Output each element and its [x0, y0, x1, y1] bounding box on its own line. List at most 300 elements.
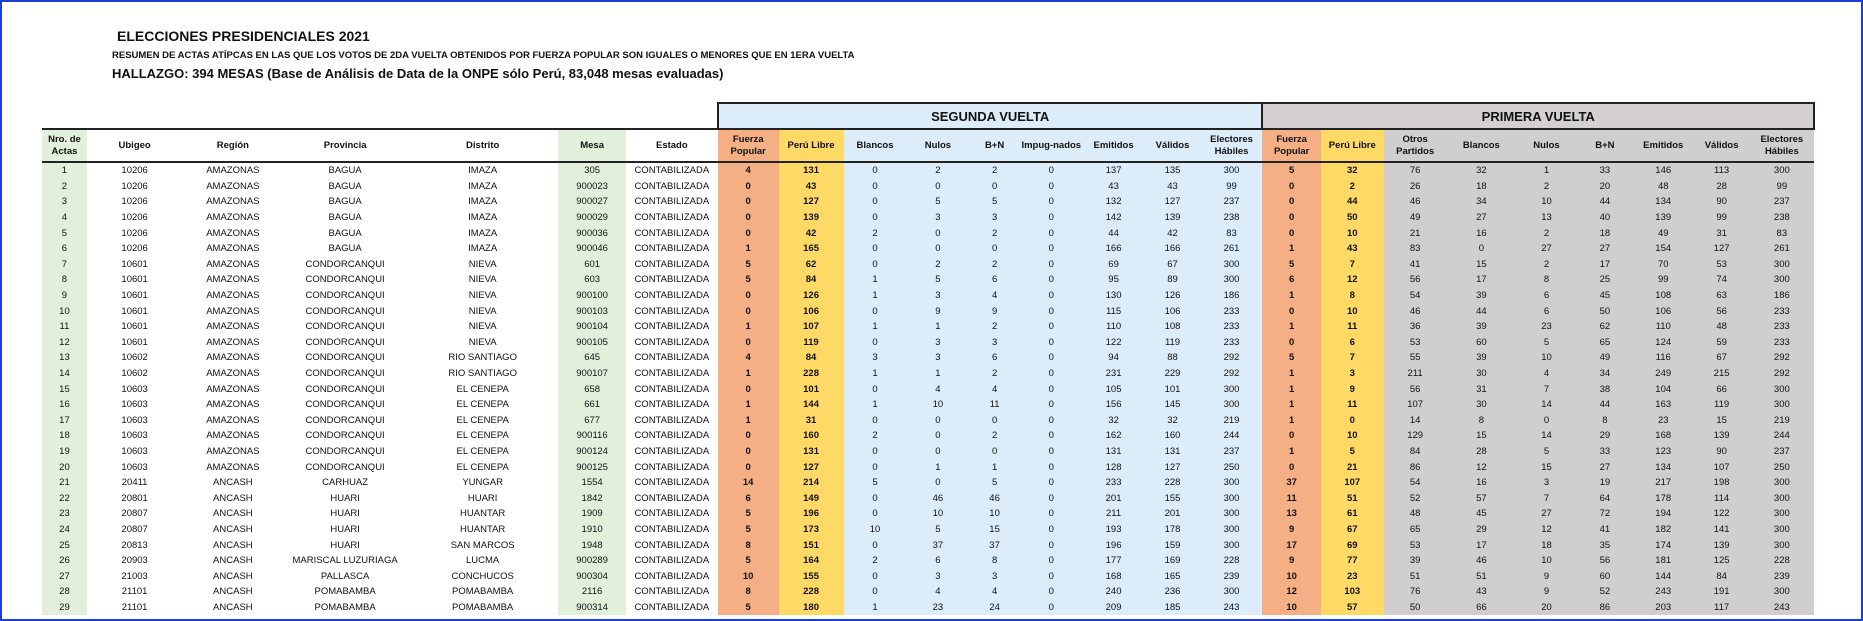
table-cell: 2116 [558, 584, 625, 600]
table-cell: 20 [1577, 179, 1633, 195]
table-cell: 27 [1577, 241, 1633, 257]
table-cell: 17 [1577, 257, 1633, 273]
table-cell: EL CENEPA [407, 397, 559, 413]
table-cell: 900023 [558, 179, 625, 195]
table-cell: 119 [1694, 397, 1750, 413]
table-cell: ANCASH [182, 600, 283, 616]
table-cell: 1948 [558, 537, 625, 553]
table-cell: 1 [1262, 444, 1320, 460]
table-cell: 21 [42, 475, 87, 491]
table-cell: 35 [1577, 537, 1633, 553]
table-cell: ANCASH [182, 584, 283, 600]
table-cell: 300 [1750, 522, 1814, 538]
table-cell: POMABAMBA [407, 584, 559, 600]
table-cell: 56 [1694, 303, 1750, 319]
table-cell: 106 [1633, 303, 1694, 319]
table-cell: 2 [1321, 179, 1384, 195]
table-row [42, 444, 1814, 460]
table-cell: 10 [1321, 303, 1384, 319]
table-cell: 3 [1321, 366, 1384, 382]
table-cell: CONDORCANQUI [283, 397, 407, 413]
table-cell: AMAZONAS [182, 288, 283, 304]
table-cell: 6 [969, 350, 1020, 366]
table-cell: 13 [42, 350, 87, 366]
table-cell: 4 [42, 210, 87, 226]
table-cell: 237 [1750, 444, 1814, 460]
table-cell: 57 [1321, 600, 1384, 616]
table-cell: 201 [1083, 490, 1145, 506]
table-cell: AMAZONAS [182, 413, 283, 429]
table-cell: 83 [1201, 225, 1263, 241]
table-cell: CONTABILIZADA [626, 506, 718, 522]
table-cell: 11 [969, 397, 1020, 413]
table-cell: 3 [906, 568, 969, 584]
table-cell: 69 [1083, 257, 1145, 273]
table-cell: HUARI [407, 490, 559, 506]
table-cell: 4 [969, 288, 1020, 304]
table-cell: CONTABILIZADA [626, 444, 718, 460]
table-cell: 900036 [558, 225, 625, 241]
table-cell: 39 [1447, 350, 1517, 366]
table-cell: HUARI [283, 522, 407, 538]
table-cell: 2 [969, 319, 1020, 335]
table-cell: 30 [1447, 397, 1517, 413]
table-cell: 12 [1262, 584, 1320, 600]
table-cell: 1 [844, 600, 907, 616]
table-cell: 178 [1633, 490, 1694, 506]
table-row [42, 288, 1814, 304]
table-cell: HUARI [283, 506, 407, 522]
table-row [42, 194, 1814, 210]
table-cell: 3 [906, 350, 969, 366]
table-cell: 43 [1083, 179, 1145, 195]
table-cell: POMABAMBA [283, 600, 407, 616]
table-cell: 70 [1633, 257, 1694, 273]
table-cell: 16 [1447, 475, 1517, 491]
table-cell: 1 [718, 397, 779, 413]
table-cell: 300 [1201, 537, 1263, 553]
table-cell: 3 [1516, 475, 1577, 491]
table-cell: 10603 [87, 459, 182, 475]
table-row [42, 459, 1814, 475]
table-cell: 0 [844, 162, 907, 179]
table-cell: 193 [1083, 522, 1145, 538]
table-cell: HUANTAR [407, 506, 559, 522]
table-cell: 5 [844, 475, 907, 491]
table-cell: 18 [1516, 537, 1577, 553]
table-cell: CONTABILIZADA [626, 381, 718, 397]
column-header: Ubigeo [87, 129, 182, 162]
table-cell: 125 [1694, 553, 1750, 569]
column-header: Fuerza Popular [1262, 129, 1320, 162]
table-cell: 8 [969, 553, 1020, 569]
table-cell: 2 [969, 162, 1020, 179]
table-cell: 88 [1144, 350, 1200, 366]
table-cell: 10 [1516, 553, 1577, 569]
column-header: Nulos [906, 129, 969, 162]
table-cell: 5 [718, 257, 779, 273]
table-cell: 52 [1577, 584, 1633, 600]
table-cell: 1 [844, 319, 907, 335]
table-cell: 0 [906, 413, 969, 429]
table-cell: 300 [1201, 490, 1263, 506]
table-cell: 0 [1020, 162, 1083, 179]
table-cell: NIEVA [407, 335, 559, 351]
table-cell: 1 [1262, 366, 1320, 382]
table-cell: 155 [1144, 490, 1200, 506]
table-cell: 29 [1577, 428, 1633, 444]
table-cell: CONTABILIZADA [626, 288, 718, 304]
table-cell: 46 [1384, 194, 1447, 210]
table-cell: CONTABILIZADA [626, 179, 718, 195]
table-cell: 8 [1516, 272, 1577, 288]
table-cell: CONTABILIZADA [626, 241, 718, 257]
table-cell: 243 [1201, 600, 1263, 616]
table-cell: 10 [1516, 194, 1577, 210]
column-header: Electores Hábiles [1201, 129, 1263, 162]
column-header: Blancos [1447, 129, 1517, 162]
table-row [42, 568, 1814, 584]
table-cell: 233 [1201, 335, 1263, 351]
table-cell: 20903 [87, 553, 182, 569]
table-cell: 661 [558, 397, 625, 413]
table-cell: 10603 [87, 444, 182, 460]
table-cell: 0 [718, 444, 779, 460]
table-cell: 51 [1321, 490, 1384, 506]
table-cell: POMABAMBA [407, 600, 559, 616]
table-cell: 603 [558, 272, 625, 288]
table-cell: AMAZONAS [182, 397, 283, 413]
table-cell: 165 [1144, 568, 1200, 584]
table-cell: HUANTAR [407, 522, 559, 538]
table-cell: 0 [844, 444, 907, 460]
table-cell: 0 [844, 413, 907, 429]
table-cell: 201 [1144, 506, 1200, 522]
table-cell: 1 [42, 162, 87, 179]
table-cell: 63 [1694, 288, 1750, 304]
table-cell: 2 [1516, 225, 1577, 241]
group-segunda-vuelta: SEGUNDA VUELTA [718, 103, 1263, 129]
table-cell: AMAZONAS [182, 319, 283, 335]
table-cell: 233 [1201, 319, 1263, 335]
table-cell: 174 [1633, 537, 1694, 553]
table-cell: ANCASH [182, 475, 283, 491]
table-cell: AMAZONAS [182, 459, 283, 475]
table-cell: IMAZA [407, 241, 559, 257]
table-cell: 37 [906, 537, 969, 553]
table-cell: 3 [906, 335, 969, 351]
table-cell: 130 [1083, 288, 1145, 304]
table-cell: 160 [779, 428, 844, 444]
table-cell: 900304 [558, 568, 625, 584]
table-cell: 233 [1750, 335, 1814, 351]
table-cell: 0 [844, 303, 907, 319]
table-cell: 3 [844, 350, 907, 366]
table-cell: 67 [1321, 522, 1384, 538]
table-cell: CONTABILIZADA [626, 366, 718, 382]
table-cell: 300 [1201, 272, 1263, 288]
table-cell: AMAZONAS [182, 225, 283, 241]
table-cell: 89 [1144, 272, 1200, 288]
table-cell: 23 [1321, 568, 1384, 584]
table-cell: 0 [1020, 225, 1083, 241]
column-header: Emitidos [1633, 129, 1694, 162]
column-header: Válidos [1144, 129, 1200, 162]
table-cell: 132 [1083, 194, 1145, 210]
table-cell: CONCHUCOS [407, 568, 559, 584]
table-cell: 9 [1516, 584, 1577, 600]
table-cell: 67 [1144, 257, 1200, 273]
table-cell: 191 [1694, 584, 1750, 600]
table-cell: 72 [1577, 506, 1633, 522]
table-cell: 244 [1201, 428, 1263, 444]
table-cell: 17 [1447, 272, 1517, 288]
table-cell: 62 [779, 257, 844, 273]
table-cell: 0 [1020, 584, 1083, 600]
table-cell: 22 [42, 490, 87, 506]
table-cell: 239 [1750, 568, 1814, 584]
table-cell: 5 [1516, 335, 1577, 351]
table-cell: 6 [906, 553, 969, 569]
table-cell: 77 [1321, 553, 1384, 569]
table-cell: 10601 [87, 257, 182, 273]
table-row [42, 537, 1814, 553]
table-cell: 240 [1083, 584, 1145, 600]
table-cell: 219 [1201, 413, 1263, 429]
table-cell: 10 [906, 506, 969, 522]
table-cell: 2 [844, 553, 907, 569]
table-cell: CONDORCANQUI [283, 319, 407, 335]
table-cell: 300 [1201, 475, 1263, 491]
table-cell: 52 [1384, 490, 1447, 506]
table-cell: CONTABILIZADA [626, 584, 718, 600]
table-cell: 0 [844, 490, 907, 506]
table-cell: 0 [1020, 600, 1083, 616]
table-cell: EL CENEPA [407, 381, 559, 397]
table-cell: 0 [969, 179, 1020, 195]
table-cell: CONTABILIZADA [626, 537, 718, 553]
table-cell: 1 [1262, 381, 1320, 397]
table-cell: 300 [1201, 506, 1263, 522]
table-cell: 300 [1201, 522, 1263, 538]
table-cell: 90 [1694, 444, 1750, 460]
table-cell: 25 [42, 537, 87, 553]
table-cell: 146 [1633, 162, 1694, 179]
table-cell: 14 [1384, 413, 1447, 429]
table-cell: 8 [42, 272, 87, 288]
table-cell: 23 [42, 506, 87, 522]
table-cell: 0 [1262, 428, 1320, 444]
table-cell: 243 [1750, 600, 1814, 616]
table-cell: 14 [1516, 397, 1577, 413]
table-cell: 46 [969, 490, 1020, 506]
table-cell: 177 [1083, 553, 1145, 569]
table-cell: 300 [1750, 257, 1814, 273]
table-cell: 107 [779, 319, 844, 335]
table-cell: 5 [906, 272, 969, 288]
table-cell: 20807 [87, 506, 182, 522]
table-cell: 300 [1750, 272, 1814, 288]
table-cell: 12 [1321, 272, 1384, 288]
table-cell: AMAZONAS [182, 241, 283, 257]
table-cell: CONTABILIZADA [626, 335, 718, 351]
table-cell: 5 [906, 194, 969, 210]
table-cell: EL CENEPA [407, 428, 559, 444]
table-cell: CONTABILIZADA [626, 568, 718, 584]
table-cell: HUARI [283, 490, 407, 506]
table-cell: CARHUAZ [283, 475, 407, 491]
table-cell: 15 [1516, 459, 1577, 475]
group-primera-vuelta: PRIMERA VUELTA [1262, 103, 1814, 129]
table-cell: 1 [1262, 319, 1320, 335]
table-cell: 3 [969, 568, 1020, 584]
table-cell: 0 [844, 210, 907, 226]
table-cell: 250 [1750, 459, 1814, 475]
table-cell: 38 [1577, 381, 1633, 397]
table-cell: 300 [1201, 584, 1263, 600]
table-cell: NIEVA [407, 272, 559, 288]
table-cell: 10603 [87, 381, 182, 397]
table-cell: 57 [1447, 490, 1517, 506]
table-cell: 20411 [87, 475, 182, 491]
table-cell: 1 [1516, 162, 1577, 179]
table-cell: IMAZA [407, 194, 559, 210]
table-cell: 209 [1083, 600, 1145, 616]
table-cell: 1842 [558, 490, 625, 506]
table-cell: 145 [1144, 397, 1200, 413]
table-cell: 25 [1577, 272, 1633, 288]
table-cell: 292 [1201, 366, 1263, 382]
table-cell: 99 [1633, 272, 1694, 288]
table-cell: 115 [1083, 303, 1145, 319]
table-row [42, 366, 1814, 382]
column-header: Estado [626, 129, 718, 162]
table-cell: AMAZONAS [182, 210, 283, 226]
table-cell: 0 [1020, 288, 1083, 304]
table-cell: HUARI [283, 537, 407, 553]
table-cell: 6 [969, 272, 1020, 288]
table-cell: AMAZONAS [182, 303, 283, 319]
table-cell: 0 [1262, 210, 1320, 226]
table-cell: 49 [1384, 210, 1447, 226]
table-cell: 0 [1020, 397, 1083, 413]
table-cell: 131 [779, 162, 844, 179]
table-cell: 41 [1577, 522, 1633, 538]
table-cell: 105 [1083, 381, 1145, 397]
table-cell: 127 [1144, 459, 1200, 475]
table-row [42, 381, 1814, 397]
table-cell: 160 [1144, 428, 1200, 444]
table-cell: 106 [1144, 303, 1200, 319]
finding-summary: HALLAZGO: 394 MESAS (Base de Análisis de Data de la ONPE sólo Perú, 83,048 mesas evaluadas) [112, 66, 724, 81]
table-cell: 292 [1750, 350, 1814, 366]
column-header: Válidos [1694, 129, 1750, 162]
table-cell: 300 [1750, 584, 1814, 600]
table-cell: 55 [1384, 350, 1447, 366]
table-cell: 59 [1694, 335, 1750, 351]
column-header: Nro. de Actas [42, 129, 87, 162]
table-cell: 108 [1633, 288, 1694, 304]
table-cell: 238 [1750, 210, 1814, 226]
table-cell: 601 [558, 257, 625, 273]
table-cell: 53 [1384, 335, 1447, 351]
table-cell: 4 [906, 381, 969, 397]
table-cell: 99 [1694, 210, 1750, 226]
table-cell: 292 [1201, 350, 1263, 366]
table-cell: 84 [779, 350, 844, 366]
table-cell: CONTABILIZADA [626, 303, 718, 319]
table-cell: 26 [42, 553, 87, 569]
column-header: Perú Libre [779, 129, 844, 162]
table-cell: AMAZONAS [182, 350, 283, 366]
table-cell: 10601 [87, 288, 182, 304]
table-cell: 116 [1633, 350, 1694, 366]
table-cell: 46 [1384, 303, 1447, 319]
table-cell: 0 [844, 241, 907, 257]
table-cell: SAN MARCOS [407, 537, 559, 553]
table-cell: 86 [1384, 459, 1447, 475]
table-cell: 7 [1516, 490, 1577, 506]
table-cell: 45 [1447, 506, 1517, 522]
table-cell: 0 [718, 288, 779, 304]
table-cell: 10 [1321, 225, 1384, 241]
table-cell: 10 [1262, 568, 1320, 584]
table-cell: BAGUA [283, 241, 407, 257]
table-cell: 173 [779, 522, 844, 538]
table-cell: 67 [1694, 350, 1750, 366]
table-cell: 0 [1262, 303, 1320, 319]
table-cell: 0 [906, 179, 969, 195]
table-cell: 5 [1321, 444, 1384, 460]
table-cell: 126 [1144, 288, 1200, 304]
table-cell: 139 [1144, 210, 1200, 226]
table-cell: 54 [1384, 475, 1447, 491]
table-cell: 10603 [87, 428, 182, 444]
table-cell: 8 [1577, 413, 1633, 429]
table-cell: 49 [1577, 350, 1633, 366]
table-cell: 168 [1083, 568, 1145, 584]
column-header: B+N [969, 129, 1020, 162]
table-cell: 28 [42, 584, 87, 600]
table-cell: 103 [1321, 584, 1384, 600]
table-cell: CONDORCANQUI [283, 428, 407, 444]
table-cell: 2 [844, 225, 907, 241]
table-cell: 10601 [87, 319, 182, 335]
column-header-row [42, 129, 1814, 162]
table-cell: 31 [1694, 225, 1750, 241]
table-cell: 2 [906, 162, 969, 179]
table-cell: 134 [1633, 459, 1694, 475]
table-cell: CONDORCANQUI [283, 413, 407, 429]
table-cell: 1 [718, 413, 779, 429]
table-cell: 5 [969, 475, 1020, 491]
table-cell: CONDORCANQUI [283, 350, 407, 366]
table-cell: 229 [1144, 366, 1200, 382]
table-cell: 56 [1384, 272, 1447, 288]
table-cell: 11 [1321, 397, 1384, 413]
table-cell: 155 [779, 568, 844, 584]
table-cell: 10601 [87, 272, 182, 288]
table-cell: 2 [969, 257, 1020, 273]
table-cell: CONTABILIZADA [626, 162, 718, 179]
table-cell: 1 [906, 459, 969, 475]
table-cell: 101 [1144, 381, 1200, 397]
table-cell: 33 [1577, 444, 1633, 460]
table-cell: 0 [1447, 241, 1517, 257]
table-cell: 181 [1633, 553, 1694, 569]
table-cell: 1 [844, 397, 907, 413]
table-cell: POMABAMBA [283, 584, 407, 600]
